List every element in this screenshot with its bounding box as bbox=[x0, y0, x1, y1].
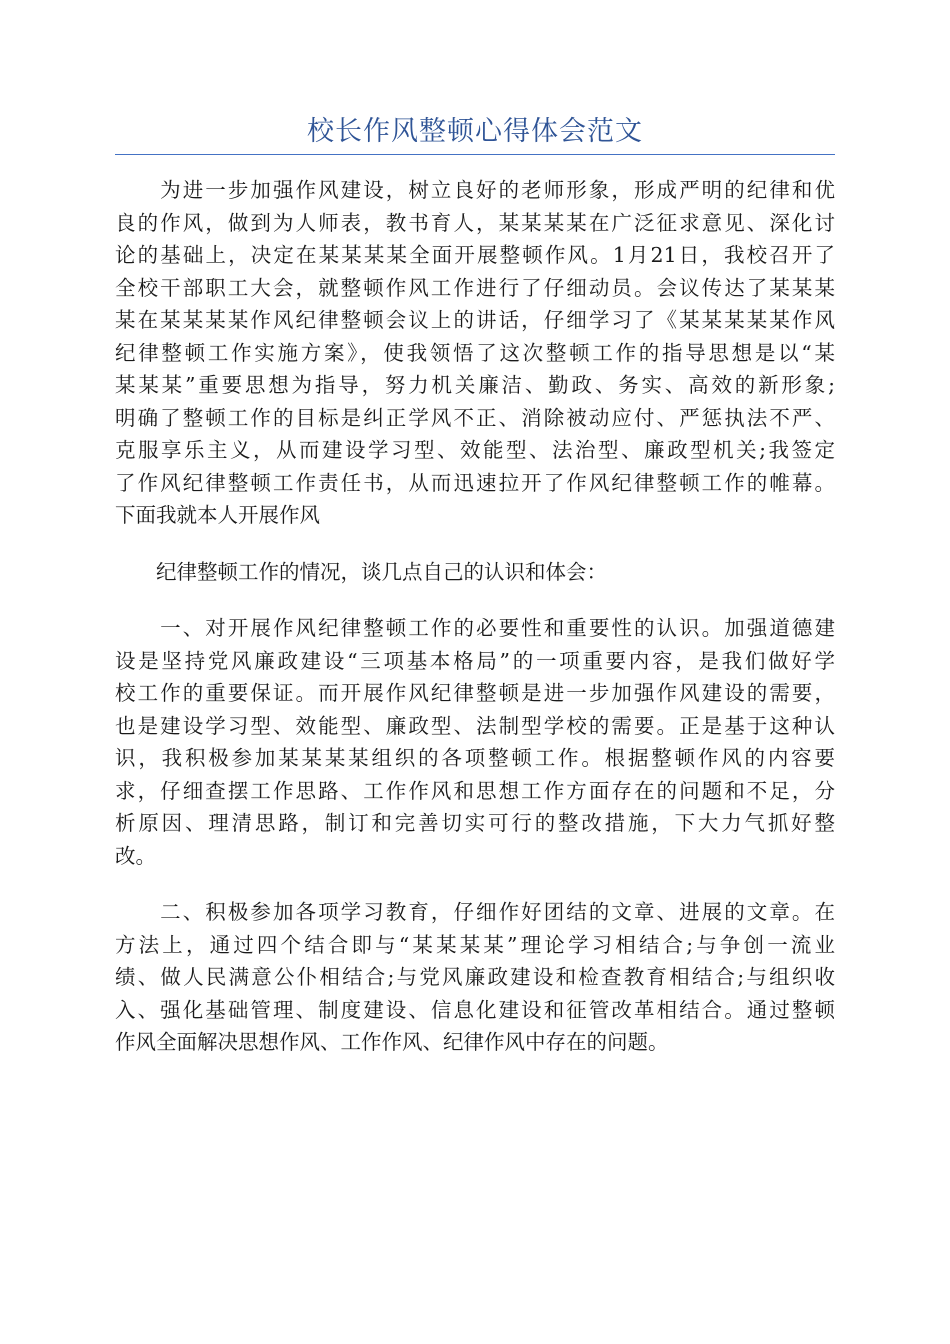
document-body bbox=[115, 174, 835, 1083]
text-line: 设是坚持党风廉政建设“三项基本格局”的一项重要内容，是我们做好学 bbox=[115, 648, 835, 673]
text-line: 克服享乐主义，从而建设学习型、效能型、法治型、廉政型机关;我签定 bbox=[115, 438, 835, 462]
document-title: 校长作风整顿心得体会范文 bbox=[307, 116, 643, 147]
text-line: 作风全面解决思想作风、工作作风、纪律作风中存在的问题。 bbox=[115, 1030, 669, 1054]
text-line: 全校干部职工大会，就整顿作风工作进行了仔细动员。会议传达了某某某 bbox=[115, 275, 835, 300]
text-line: 纪律整顿工作实施方案》，使我领悟了这次整顿工作的指导思想是以“某 bbox=[115, 340, 835, 365]
text-line: 识，我积极参加某某某某组织的各项整顿工作。根据整顿作风的内容要 bbox=[115, 746, 835, 770]
text-line: 论的基础上，决定在某某某某全面开展整顿作风。1月21日，我校召开了 bbox=[115, 243, 835, 267]
paragraph-1 bbox=[115, 174, 835, 532]
text-line: 一、对开展作风纪律整顿工作的必要性和重要性的认识。加强道德建 bbox=[115, 616, 835, 640]
text-line: 求，仔细查摆工作思路、工作作风和思想工作方面存在的问题和不足，分 bbox=[115, 778, 835, 803]
text-line: 入、强化基础管理、制度建设、信息化建设和征管改革相结合。通过整顿 bbox=[115, 997, 835, 1022]
title-underline bbox=[115, 154, 835, 155]
text-line: 良的作风，做到为人师表，教书育人，某某某某在广泛征求意见、深化讨 bbox=[115, 210, 835, 235]
paragraph-4 bbox=[115, 896, 835, 1059]
text-line: 改。 bbox=[115, 843, 156, 868]
text-line: 也是建设学习型、效能型、廉政型、法制型学校的需要。正是基于这种认 bbox=[115, 713, 835, 738]
text-line: 某某某”重要思想为指导，努力机关廉洁、勤政、务实、高效的新形象; bbox=[115, 373, 835, 397]
text-line: 某在某某某某作风纪律整顿会议上的讲话，仔细学习了《某某某某某作风 bbox=[115, 308, 835, 332]
text-line: 纪律整顿工作的情况，谈几点自己的认识和体会： bbox=[115, 559, 607, 584]
text-line: 明确了整顿工作的目标是纠正学风不正、消除被动应付、严惩执法不严、 bbox=[115, 405, 835, 430]
text-line: 了作风纪律整顿工作责任书，从而迅速拉开了作风纪律整顿工作的帷幕。 bbox=[115, 470, 835, 495]
text-line: 方法上，通过四个结合即与“某某某某”理论学习相结合;与争创一流业 bbox=[115, 932, 835, 957]
text-line: 校工作的重要保证。而开展作风纪律整顿是进一步加强作风建设的需要， bbox=[115, 681, 835, 705]
text-line: 为进一步加强作风建设，树立良好的老师形象，形成严明的纪律和优 bbox=[115, 178, 835, 202]
text-line: 下面我就本人开展作风 bbox=[115, 503, 320, 527]
text-line: 析原因、理清思路，制订和完善切实可行的整改措施，下大力气抓好整 bbox=[115, 811, 835, 835]
text-line: 二、积极参加各项学习教育，仔细作好团结的文章、进展的文章。在 bbox=[115, 900, 835, 924]
paragraph-3 bbox=[115, 612, 835, 872]
text-line: 绩、做人民满意公仆相结合;与党风廉政建设和检查教育相结合;与组织收 bbox=[115, 965, 835, 989]
paragraph-2 bbox=[115, 556, 835, 589]
